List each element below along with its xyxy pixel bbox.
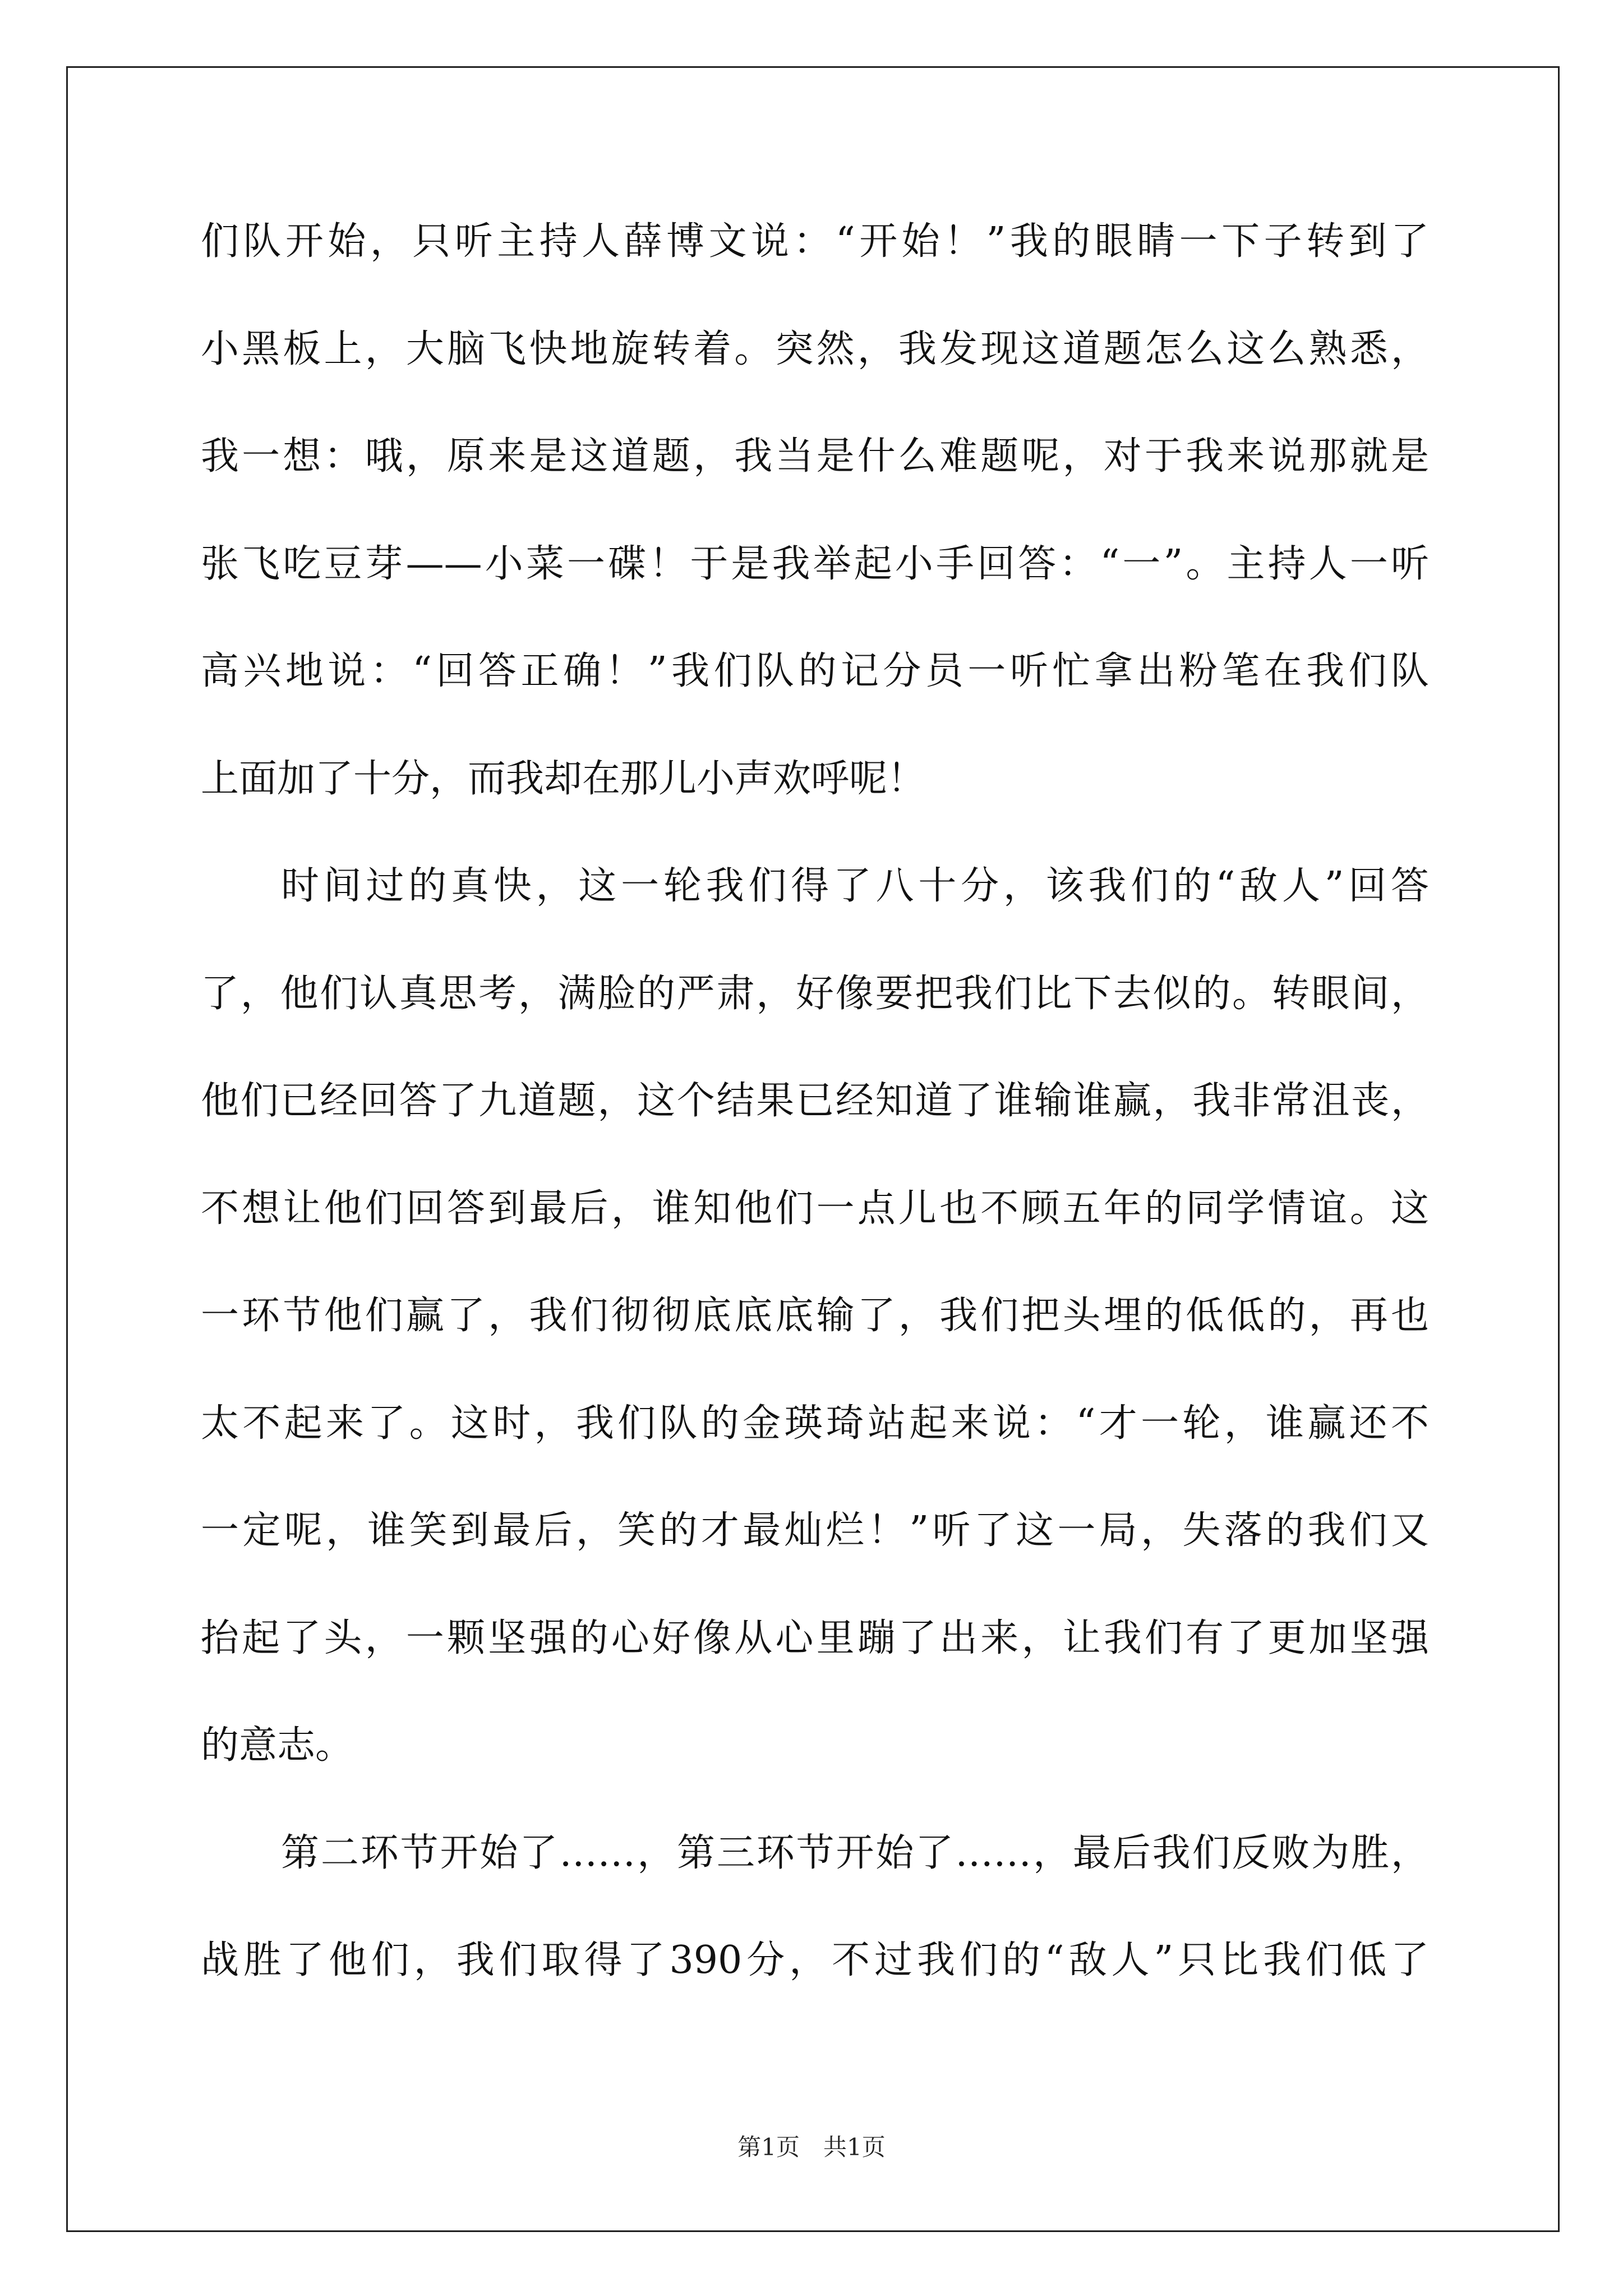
body-text: [201, 188, 1429, 2014]
text-line: 高兴地说：“回答正确！”我们队的记分员一听忙拿出粉笔在我们队: [201, 649, 1429, 693]
text-line: 了，他们认真思考，满脸的严肃，好像要把我们比下去似的。转眼间，: [201, 971, 1429, 1016]
text-line: 一环节他们赢了，我们彻彻底底底输了，我们把头埋的低低的，再也: [201, 1294, 1429, 1338]
text-line: 上面加了十分，而我却在那儿小声欢呼呢！: [201, 756, 926, 801]
text-line: 不想让他们回答到最后，谁知他们一点儿也不顾五年的同学情谊。这: [201, 1186, 1429, 1231]
text-line: 一定呢，谁笑到最后，笑的才最灿烂！”听了这一局，失落的我们又: [201, 1508, 1429, 1553]
text-line: 张飞吃豆芽——小菜一碟！于是我举起小手回答：“一”。主持人一听: [201, 541, 1429, 586]
text-line: 他们已经回答了九道题，这个结果已经知道了谁输谁赢，我非常沮丧，: [201, 1079, 1429, 1123]
paragraph-start-line: 时间过的真快，这一轮我们得了八十分，该我们的“敌人”回答: [281, 864, 1429, 908]
paragraph-start-line: 第二环节开始了……，第三环节开始了……，最后我们反败为胜，: [281, 1830, 1429, 1875]
text-line: 小黑板上，大脑飞快地旋转着。突然，我发现这道题怎么这么熟悉，: [201, 326, 1429, 371]
text-line: 们队开始，只听主持人薛博文说：“开始！”我的眼睛一下子转到了: [201, 219, 1429, 264]
text-line: 太不起来了。这时，我们队的金瑛琦站起来说：“才一轮，谁赢还不: [201, 1401, 1429, 1446]
page-footer: 第1页 共1页: [737, 2133, 886, 2161]
text-line: 的意志。: [201, 1723, 354, 1768]
text-line: 抬起了头，一颗坚强的心好像从心里蹦了出来，让我们有了更加坚强: [201, 1616, 1429, 1660]
text-line: 我一想：哦，原来是这道题，我当是什么难题呢，对于我来说那就是: [201, 434, 1429, 478]
text-line: 战胜了他们，我们取得了390分，不过我们的“敌人”只比我们低了: [201, 1938, 1429, 1982]
